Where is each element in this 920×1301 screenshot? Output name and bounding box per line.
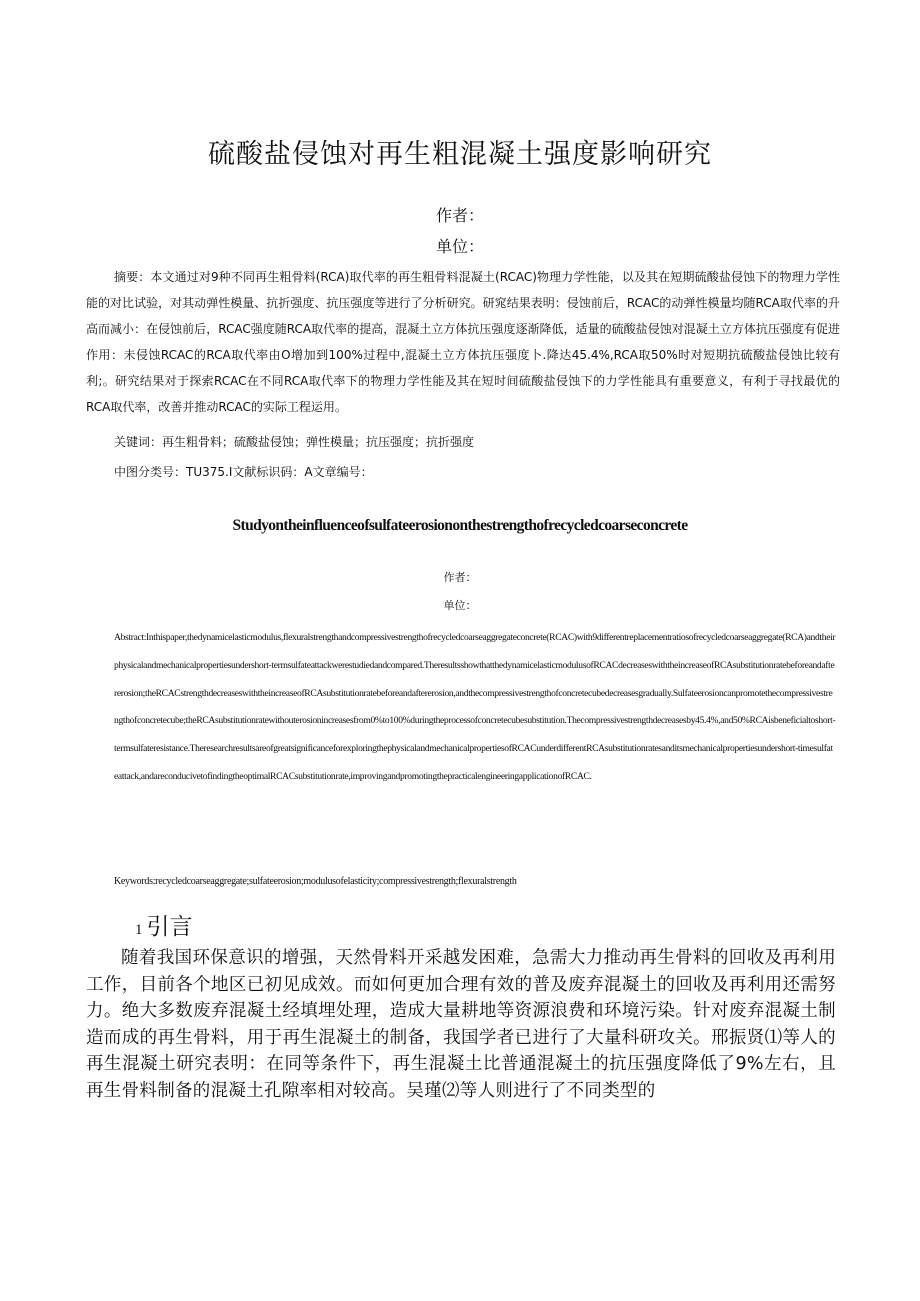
chinese-abstract: 摘要：本文通过对9种不同再生粗骨料(RCA)取代率的再生粗骨料混凝土(RCAC)物理力学性能，以及其在短期硫酸盐侵蚀下的物理力学性能的对比试验，对其动弹性模量、抗折强度、抗压强度等进行了分析研究。研窕结果表明：侵蚀前后，RCAC的动弹性模量均随RCA取代率的升高而减小：在侵蚀前后，RCAC强度随RCA取代率的提高，混凝土立方体抗压强度逐渐降低，适量的硫酸盐侵蚀对混凝土立方体抗压强度有促进作用：未侵蚀RCAC的RCA取代率由O增加到100%过程中,混凝土立方体抗压强度卜.降达45.4%,RCA取50%时对短期抗硫酸盐侵蚀比较有利;。研究结果对于探索RCAC在不同RCA取代率下的物理力学性能及其在短时间硫酸盐侵蚀下的力学性能具有重要意义，有利于寻找最优的RCA取代率，改善并推动RCAC的实际工程运用。 <box>86 270 840 414</box>
chinese-unit: 单位： <box>435 237 484 256</box>
section-title: 引言 <box>146 914 193 940</box>
english-keywords: Keywords:recycledcoarseaggregate;sulfateerosion;modulusofelasticity;compressivestrength;flexuralstrength <box>114 876 517 887</box>
english-unit: 单位： <box>443 599 477 612</box>
english-author: 作者： <box>443 571 477 584</box>
english-abstract: Abstract:Inthispaper,thedynamicelasticmodulus,flexuralstrengthandcompressivestrengthofrecycledcoarseaggregateconcrete(RCAC)with9differentreplacementratiosofrecycledcoarseaggregate(RCA)andtheirphysicalandmechanicalpropertiesundershort-termsulfateattackwerestudiedandcompared.TheresultsshowthatthedynamicelasticmodulusofRCACdecreaseswiththeincreaseofRCAsubstitutionratebeforeandaftererosion;theRCACstrengthdecreaseswiththeincreaseofRCAsubstitutionratebeforeandaftererosion,andthecompressivestrengthofconcretecubedecreasesgradually.Sulfateerosioncanpromotethecompressivestrengthofconcretecube;theRCAsubstitutionratewithouterosionincreasesfrom0%to100%duringtheprocessofconcretecubesubstitution.Thecompressivestrengthdecreasesby45.4%,and50%RCAisbeneficialtoshort-termsulfateresistance.TheresearchresultsareofgreatsignificanceforexploringthephysicalandmechanicalpropertiesofRCACunderdifferentRCAsubstitutionratesanditsmechanicalpropertiesundershort-timesulfateattack,andareconducivetofindingtheoptimalRCACsubstitutionrate,improvingandpromotingthepracticalengineeringapplicationofRCAC. <box>114 632 836 782</box>
section-body: 随着我国环保意识的增强，天然骨料开采越发困难，急需大力推动再生骨料的回收及再利用工作，目前各个地区已初见成效。而如何更加合理有效的普及废弃混凝土的回收及再利用还需努力。绝大多数废弃混凝土经填埋处理，造成大量耕地等资源浪费和环境污染。针对废弃混凝土制造而成的再生骨料，用于再生混凝土的制备，我国学者已进行了大量科研攻关。邢振贤⑴等人的再生混凝土研究表明：在同等条件下，再生混凝土比普通混凝土的抗压强度降低了9%左右，且再生骨料制备的混凝土孔隙率相对较高。吴瑾⑵等人则进行了不同类型的 <box>86 948 836 1101</box>
english-title: Studyontheinfluenceofsulfateerosiononthestrengthofrecycledcoarseconcrete <box>232 517 688 534</box>
chinese-author: 作者： <box>435 206 484 225</box>
chinese-keywords: 关键词：再生粗骨料；硫酸盐侵蚀；弹性模量；抗压强度；抗折强度 <box>114 435 475 449</box>
section-heading <box>135 908 193 941</box>
chinese-classification: 中图分类号：TU375.I文献标识码：A文章编号： <box>114 465 373 479</box>
section-number: 1 <box>135 922 143 938</box>
chinese-title: 硫酸盐侵蚀对再生粗混凝土强度影响研究 <box>208 139 712 170</box>
